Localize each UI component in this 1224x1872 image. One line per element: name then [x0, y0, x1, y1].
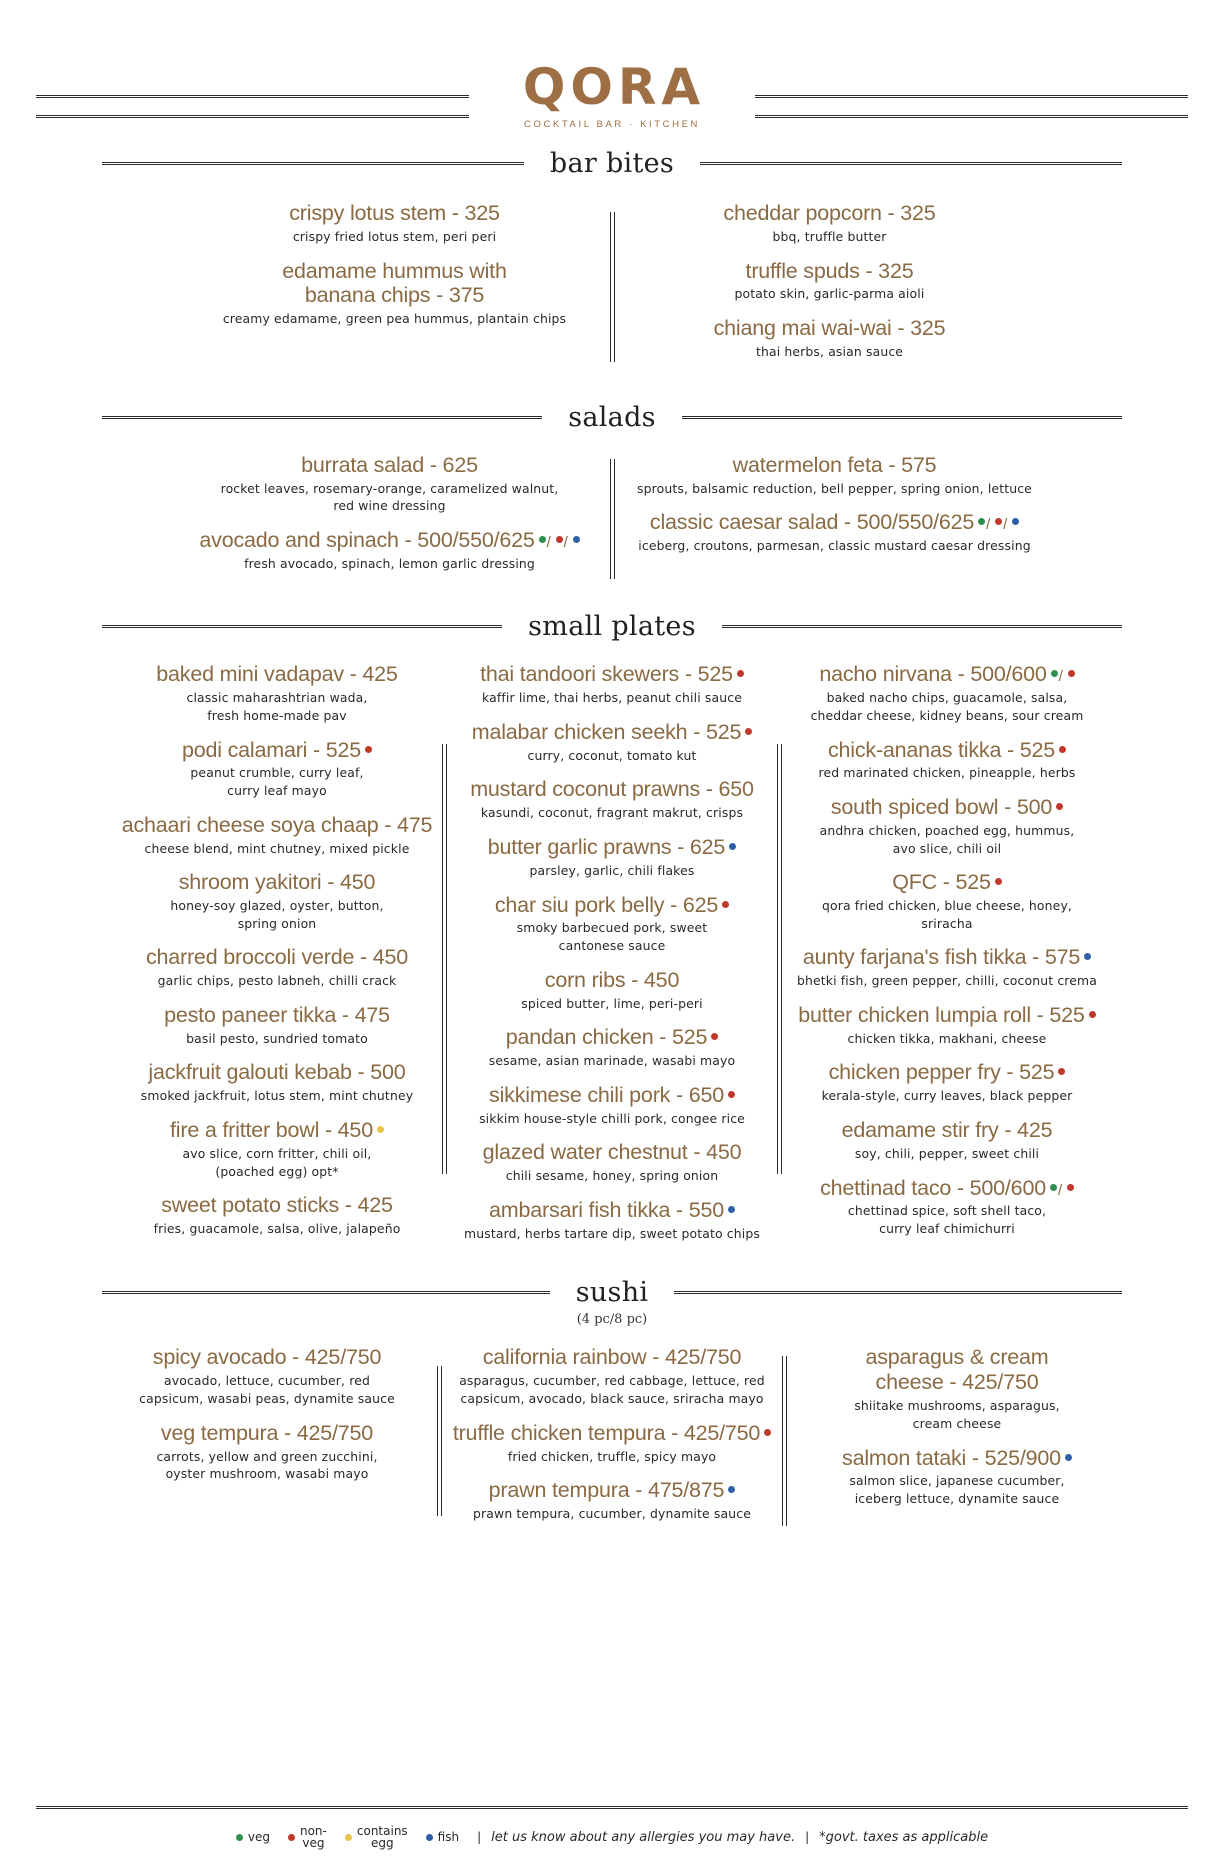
- menu-item-description: iceberg, croutons, parmesan, classic mustard caesar dressing: [638, 538, 1031, 554]
- dot-separator: /: [563, 533, 568, 551]
- menu-item-name: QFC - 525: [788, 870, 1106, 895]
- menu-item: [788, 945, 1106, 990]
- menu-item-description: shiitake mushrooms, asparagus, cream cheese: [854, 1398, 1060, 1431]
- menu-item-name: spicy avocado - 425/750: [152, 1345, 382, 1370]
- legend-label: non- veg: [299, 1823, 327, 1851]
- diet-dot-non-veg: [365, 746, 372, 753]
- diet-dot-veg: [978, 518, 985, 525]
- section-title: bar bites: [549, 148, 675, 179]
- menu-item: [788, 1060, 1106, 1105]
- menu-item: [118, 1003, 436, 1048]
- menu-item-description: cheese blend, mint chutney, mixed pickle: [144, 840, 410, 856]
- menu-item-description: soy, chili, pepper, sweet chili: [854, 1145, 1040, 1161]
- section-salads: [0, 402, 1224, 586]
- menu-item-name: chettinad taco - 500/600 /: [788, 1176, 1106, 1201]
- menu-item: [788, 662, 1106, 724]
- salads-column-left: [170, 453, 610, 586]
- menu-footer: [0, 1806, 1224, 1850]
- sushi-subtitle: (4 pc/8 pc): [576, 1312, 648, 1328]
- sushi-columns: [0, 1345, 1224, 1535]
- salads-column-right: [615, 453, 1055, 586]
- menu-item-name: truffle chicken tempura - 425/750: [448, 1421, 776, 1446]
- menu-item-name: asparagus & cream cheese - 425/750: [865, 1345, 1049, 1395]
- bar-bites-column-left: [180, 201, 610, 374]
- menu-item: [453, 1198, 771, 1243]
- section-title: salads: [568, 401, 656, 433]
- menu-item-name: shroom yakitori - 450: [178, 870, 376, 895]
- menu-item-description: bbq, truffle butter: [772, 228, 887, 244]
- menu-item: [621, 453, 1049, 498]
- menu-item: [448, 1478, 776, 1523]
- menu-item-name: california rainbow - 425/750: [482, 1345, 742, 1370]
- diet-dot-non-veg: [1089, 1011, 1096, 1018]
- menu-item-description: avocado, lettuce, cucumber, red capsicum, wasabi peas, dynamite sauce: [139, 1373, 395, 1406]
- brand-logo: [469, 58, 755, 130]
- menu-item-description: prawn tempura, cucumber, dynamite sauce: [473, 1506, 751, 1522]
- menu-item-description: kaffir lime, thai herbs, peanut chili sauce: [482, 690, 742, 706]
- menu-item-description: mustard, herbs tartare dip, sweet potato chips: [464, 1225, 760, 1241]
- diet-dot-fish: [1012, 518, 1019, 525]
- menu-item-name: edamame hummus with banana chips - 375: [282, 258, 507, 308]
- menu-item: [118, 813, 436, 858]
- menu-item: [793, 1446, 1121, 1508]
- legend-label: fish: [437, 1830, 460, 1845]
- menu-item-description: spiced butter, lime, peri-peri: [521, 995, 703, 1011]
- dot-separator: /: [986, 516, 991, 534]
- menu-item-description: chicken tikka, makhani, cheese: [847, 1030, 1047, 1046]
- menu-item-description: smoky barbecued pork, sweet cantonese sauce: [516, 920, 708, 954]
- menu-item-description: smoked jackfruit, lotus stem, mint chutney: [140, 1088, 414, 1104]
- menu-item-description: curry, coconut, tomato kut: [527, 747, 697, 763]
- menu-item: [188, 259, 602, 328]
- brand-tagline: COCKTAIL BAR · KITCHEN: [524, 119, 700, 130]
- menu-item-description: kerala-style, curry leaves, black pepper: [821, 1088, 1073, 1104]
- heading-rule-right: [674, 1291, 1122, 1294]
- menu-item-name: chicken pepper fry - 525: [788, 1060, 1106, 1085]
- menu-item: [623, 201, 1037, 246]
- menu-item-description: creamy edamame, green pea hummus, plantain chips: [222, 311, 567, 327]
- menu-item-name: edamame stir fry - 425: [841, 1118, 1053, 1142]
- menu-header: [0, 0, 1224, 130]
- menu-item: [448, 1421, 776, 1466]
- menu-item-description: kasundi, coconut, fragrant makrut, crisps: [480, 805, 744, 821]
- footer-rule: [36, 1806, 1188, 1809]
- sushi-column-2: [442, 1345, 782, 1535]
- menu-item-description: avo slice, corn fritter, chili oil, (poached egg) opt*: [182, 1145, 372, 1179]
- menu-item-name: butter chicken lumpia roll - 525: [788, 1003, 1106, 1028]
- menu-item-description: red marinated chicken, pineapple, herbs: [818, 765, 1076, 781]
- menu-item: [623, 316, 1037, 361]
- section-title: sushi: [575, 1277, 649, 1309]
- heading-rule-left: [102, 162, 524, 165]
- small-plates-column-1: [112, 662, 442, 1255]
- menu-item-description: parsley, garlic, chili flakes: [529, 862, 695, 878]
- menu-item-description: qora fried chicken, blue cheese, honey, sriracha: [821, 898, 1073, 931]
- diet-dot-fish: [728, 1486, 735, 1493]
- menu-item-name: malabar chicken seekh - 525: [453, 720, 771, 745]
- menu-item-name: butter garlic prawns - 625: [453, 835, 771, 860]
- menu-item: [118, 738, 436, 800]
- diet-dot-fish: [729, 843, 736, 850]
- menu-item-name: chick-ananas tikka - 525: [788, 738, 1106, 763]
- sushi-column-1: [97, 1345, 437, 1535]
- menu-item-name: char siu pork belly - 625: [453, 893, 771, 918]
- section-title: small plates: [528, 611, 696, 643]
- menu-item-name: podi calamari - 525: [118, 738, 436, 763]
- small-plates-columns: [0, 662, 1224, 1255]
- menu-item-name: south spiced bowl - 500: [788, 795, 1106, 820]
- menu-item-description: basil pesto, sundried tomato: [186, 1030, 368, 1046]
- section-small-plates: [0, 611, 1224, 1255]
- menu-item-description: honey-soy glazed, oyster, button, spring onion: [170, 898, 384, 931]
- section-sushi: [0, 1277, 1224, 1535]
- menu-item: [788, 1176, 1106, 1238]
- diet-dot-non-veg: [995, 878, 1002, 885]
- menu-item-description: baked nacho chips, guacamole, salsa, cheddar cheese, kidney beans, sour cream: [810, 690, 1084, 723]
- header-rule-left: [36, 95, 469, 98]
- dot-separator: /: [546, 533, 551, 551]
- menu-item-name: aunty farjana's fish tikka - 575: [788, 945, 1106, 970]
- menu-item-name: burrata salad - 625: [301, 452, 478, 477]
- menu-item-name: achaari cheese soya chaap - 475: [121, 812, 433, 837]
- legend-dot-fish: [426, 1834, 433, 1841]
- diet-dot-non-veg: [728, 1091, 735, 1098]
- menu-item: [453, 1025, 771, 1070]
- legend-entry-veg: [236, 1831, 270, 1844]
- menu-item-name: avocado and spinach - 500/550/625 / /: [176, 528, 604, 553]
- menu-item-description: garlic chips, pesto labneh, chilli crack: [157, 973, 397, 989]
- menu-item-description: carrots, yellow and green zucchini, oyster mushroom, wasabi mayo: [156, 1448, 378, 1482]
- dot-separator: /: [1003, 516, 1008, 534]
- menu-item-description: potato skin, garlic-parma aioli: [734, 286, 925, 302]
- menu-item-description: thai herbs, asian sauce: [755, 344, 904, 360]
- heading-rule-right: [722, 625, 1122, 628]
- legend-entries: [236, 1825, 477, 1850]
- dietary-legend: [0, 1825, 1224, 1850]
- menu-item-name: veg tempura - 425/750: [160, 1420, 374, 1445]
- bar-bites-columns: [0, 201, 1224, 374]
- menu-item-description: rocket leaves, rosemary-orange, caramelized walnut, red wine dressing: [220, 480, 559, 514]
- menu-item-description: fries, guacamole, salsa, olive, jalapeño: [153, 1221, 401, 1237]
- menu-item-name: chiang mai wai-wai - 325: [713, 316, 946, 341]
- menu-item: [453, 720, 771, 765]
- menu-item-name: sikkimese chili pork - 650: [453, 1083, 771, 1108]
- menu-item: [118, 1118, 436, 1180]
- menu-item-name: watermelon feta - 575: [732, 452, 937, 477]
- section-heading-small-plates: [102, 611, 1122, 642]
- menu-item-name: ambarsari fish tikka - 550: [453, 1198, 771, 1223]
- diet-dot-non-veg: [995, 518, 1002, 525]
- legend-entry-egg: [345, 1825, 408, 1850]
- diet-dot-non-veg: [711, 1033, 718, 1040]
- menu-item: [448, 1345, 776, 1407]
- menu-item-name: sweet potato sticks - 425: [161, 1193, 393, 1218]
- menu-item-name: thai tandoori skewers - 525: [453, 662, 771, 687]
- menu-item: [453, 662, 771, 707]
- salads-columns: [0, 453, 1224, 586]
- legend-label: contains egg: [356, 1823, 408, 1851]
- menu-item-name: salmon tataki - 525/900: [793, 1446, 1121, 1471]
- menu-item: [118, 1060, 436, 1105]
- menu-item-name: mustard coconut prawns - 650: [470, 777, 754, 802]
- menu-item: [453, 968, 771, 1013]
- legend-entry-non-veg: [288, 1825, 327, 1850]
- small-plates-column-2: [447, 662, 777, 1255]
- legend-entry-fish: [426, 1831, 459, 1844]
- menu-item-description: fresh avocado, spinach, lemon garlic dressing: [244, 555, 535, 571]
- menu-item-description: peanut crumble, curry leaf, curry leaf mayo: [190, 765, 364, 799]
- diet-dot-non-veg: [764, 1429, 771, 1436]
- allergy-note: let us know about any allergies you may have.: [491, 1829, 796, 1845]
- menu-item-description: fried chicken, truffle, spicy mayo: [507, 1448, 717, 1464]
- menu-item: [118, 945, 436, 990]
- tax-note: *govt. taxes as applicable: [819, 1829, 989, 1845]
- menu-item-description: asparagus, cucumber, red cabbage, lettuce, red capsicum, avocado, black sauce, sriracha mayo: [459, 1373, 765, 1406]
- menu-item-description: sesame, asian marinade, wasabi mayo: [488, 1053, 736, 1069]
- diet-dot-veg: [539, 536, 546, 543]
- menu-item-description: sprouts, balsamic reduction, bell pepper, spring onion, lettuce: [637, 480, 1032, 496]
- menu-item: [103, 1421, 431, 1483]
- menu-item-name: fire a fritter bowl - 450: [118, 1118, 436, 1143]
- menu-item-name: crispy lotus stem - 325: [289, 201, 500, 225]
- diet-dot-non-veg: [556, 536, 563, 543]
- diet-dot-fish: [1084, 953, 1091, 960]
- diet-dot-non-veg: [1058, 1068, 1065, 1075]
- menu-item: [118, 870, 436, 932]
- diet-dot-veg: [1050, 1184, 1057, 1191]
- heading-rule-left: [102, 1291, 550, 1294]
- menu-item: [788, 870, 1106, 932]
- menu-item: [118, 662, 436, 724]
- diet-dot-non-veg: [722, 901, 729, 908]
- bar-bites-column-right: [615, 201, 1045, 374]
- diet-dot-non-veg: [745, 728, 752, 735]
- menu-item-name: charred broccoli verde - 450: [145, 945, 409, 970]
- header-rule-row: [36, 58, 1188, 130]
- menu-item-name: jackfruit galouti kebab - 500: [148, 1060, 406, 1085]
- legend-separator-2: |: [805, 1830, 810, 1845]
- menu-item: [453, 1140, 771, 1185]
- menu-item: [118, 1193, 436, 1238]
- header-rule-right: [755, 95, 1188, 98]
- menu-item-description: sikkim house-style chilli pork, congee rice: [479, 1110, 745, 1126]
- section-heading-sushi: [102, 1277, 1122, 1308]
- menu-item: [788, 1118, 1106, 1163]
- legend-dot-veg: [236, 1834, 243, 1841]
- section-bar-bites: [0, 148, 1224, 374]
- menu-item: [176, 453, 604, 515]
- diet-dot-veg: [1051, 670, 1058, 677]
- menu-item: [788, 795, 1106, 857]
- dot-separator: /: [1058, 668, 1063, 686]
- menu-item-name: classic caesar salad - 500/550/625 / /: [621, 510, 1049, 535]
- legend-separator: |: [477, 1830, 482, 1845]
- menu-item-description: bhetki fish, green pepper, chilli, coconut crema: [796, 973, 1097, 989]
- menu-item: [793, 1345, 1121, 1432]
- menu-item: [453, 1083, 771, 1128]
- menu-item: [788, 738, 1106, 783]
- menu-item-name: pesto paneer tikka - 475: [164, 1002, 390, 1027]
- heading-rule-left: [102, 416, 542, 419]
- menu-item-description: andhra chicken, poached egg, hummus, avo slice, chili oil: [819, 822, 1075, 856]
- menu-item: [188, 201, 602, 246]
- menu-item-name: nacho nirvana - 500/600 /: [788, 662, 1106, 687]
- menu-item: [788, 1003, 1106, 1048]
- legend-dot-egg: [345, 1834, 352, 1841]
- diet-dot-non-veg: [1068, 670, 1075, 677]
- diet-dot-fish: [1065, 1454, 1072, 1461]
- heading-rule-right: [700, 162, 1122, 165]
- menu-item: [453, 777, 771, 822]
- menu-item-description: salmon slice, japanese cucumber, iceberg lettuce, dynamite sauce: [849, 1473, 1065, 1507]
- legend-dot-non-veg: [288, 1834, 295, 1841]
- menu-item: [453, 835, 771, 880]
- sushi-column-3: [787, 1345, 1127, 1535]
- menu-item: [621, 510, 1049, 555]
- section-heading-bar-bites: [102, 148, 1122, 179]
- menu-item-name: prawn tempura - 475/875: [448, 1478, 776, 1503]
- menu-item-name: glazed water chestnut - 450: [482, 1140, 742, 1165]
- diet-dot-egg: [377, 1126, 384, 1133]
- menu-item-description: chettinad spice, soft shell taco, curry leaf chimichurri: [847, 1203, 1047, 1237]
- brand-name: QORA: [522, 58, 706, 116]
- menu-item-name: baked mini vadapav - 425: [156, 662, 398, 687]
- menu-item: [623, 259, 1037, 304]
- diet-dot-non-veg: [1059, 746, 1066, 753]
- small-plates-column-3: [782, 662, 1112, 1255]
- diet-dot-non-veg: [737, 670, 744, 677]
- diet-dot-fish: [728, 1206, 735, 1213]
- dot-separator: /: [1057, 1181, 1062, 1199]
- heading-rule-left: [102, 625, 502, 628]
- menu-item-description: crispy fried lotus stem, peri peri: [292, 228, 497, 244]
- menu-item-name: corn ribs - 450: [544, 967, 680, 992]
- diet-dot-non-veg: [1067, 1184, 1074, 1191]
- menu-item-description: classic maharashtrian wada, fresh home-made pav: [186, 690, 368, 723]
- heading-rule-right: [682, 416, 1122, 419]
- menu-item-name: pandan chicken - 525: [453, 1025, 771, 1050]
- menu-item-name: cheddar popcorn - 325: [723, 201, 936, 225]
- menu-item: [176, 528, 604, 573]
- diet-dot-non-veg: [1056, 803, 1063, 810]
- menu-item: [453, 893, 771, 955]
- diet-dot-fish: [573, 536, 580, 543]
- menu-item-name: truffle spuds - 325: [745, 258, 914, 283]
- section-heading-salads: [102, 402, 1122, 433]
- menu-item-description: chili sesame, honey, spring onion: [505, 1168, 719, 1184]
- legend-label: veg: [247, 1830, 270, 1845]
- menu-item: [103, 1345, 431, 1407]
